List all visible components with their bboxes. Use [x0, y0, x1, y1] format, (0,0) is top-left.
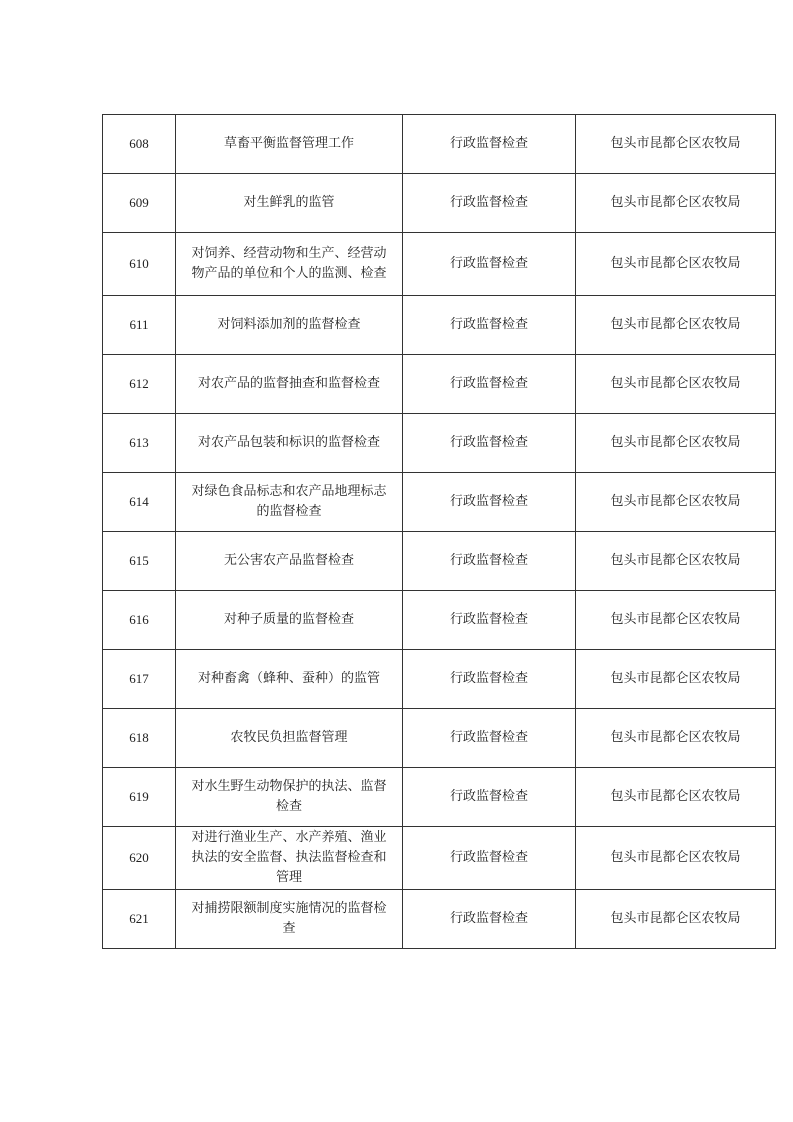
item-name-cell: 对种子质量的监督检查	[176, 591, 403, 650]
table-row	[103, 414, 776, 473]
item-name-cell: 对捕捞限额制度实施情况的监督检查	[176, 890, 403, 949]
department-cell: 包头市昆都仑区农牧局	[576, 827, 776, 890]
department-cell: 包头市昆都仑区农牧局	[576, 532, 776, 591]
table-row	[103, 115, 776, 174]
row-number-cell: 619	[103, 768, 176, 827]
row-number-cell: 611	[103, 296, 176, 355]
table-row	[103, 355, 776, 414]
row-number-cell: 615	[103, 532, 176, 591]
item-type-cell: 行政监督检查	[403, 296, 576, 355]
table-row	[103, 709, 776, 768]
table-row	[103, 827, 776, 890]
item-name-cell: 草畜平衡监督管理工作	[176, 115, 403, 174]
department-cell: 包头市昆都仑区农牧局	[576, 355, 776, 414]
table-row	[103, 174, 776, 233]
item-type-cell: 行政监督检查	[403, 827, 576, 890]
item-type-cell: 行政监督检查	[403, 473, 576, 532]
department-cell: 包头市昆都仑区农牧局	[576, 591, 776, 650]
item-type-cell: 行政监督检查	[403, 355, 576, 414]
table-row	[103, 296, 776, 355]
department-cell: 包头市昆都仑区农牧局	[576, 414, 776, 473]
item-name-cell: 对水生野生动物保护的执法、监督检查	[176, 768, 403, 827]
item-name-cell: 对绿色食品标志和农产品地理标志的监督检查	[176, 473, 403, 532]
supervision-items-table	[102, 114, 776, 949]
item-name-cell: 对农产品包装和标识的监督检查	[176, 414, 403, 473]
department-cell: 包头市昆都仑区农牧局	[576, 174, 776, 233]
item-name-cell: 对饲养、经营动物和生产、经营动物产品的单位和个人的监测、检查	[176, 233, 403, 296]
row-number-cell: 609	[103, 174, 176, 233]
row-number-cell: 618	[103, 709, 176, 768]
item-type-cell: 行政监督检查	[403, 650, 576, 709]
department-cell: 包头市昆都仑区农牧局	[576, 768, 776, 827]
row-number-cell: 616	[103, 591, 176, 650]
table-row	[103, 591, 776, 650]
table-row	[103, 768, 776, 827]
item-type-cell: 行政监督检查	[403, 174, 576, 233]
department-cell: 包头市昆都仑区农牧局	[576, 709, 776, 768]
item-name-cell: 无公害农产品监督检查	[176, 532, 403, 591]
item-type-cell: 行政监督检查	[403, 233, 576, 296]
item-type-cell: 行政监督检查	[403, 115, 576, 174]
item-name-cell: 农牧民负担监督管理	[176, 709, 403, 768]
table-row	[103, 473, 776, 532]
table-row	[103, 890, 776, 949]
department-cell: 包头市昆都仑区农牧局	[576, 890, 776, 949]
item-name-cell: 对农产品的监督抽查和监督检查	[176, 355, 403, 414]
row-number-cell: 614	[103, 473, 176, 532]
row-number-cell: 613	[103, 414, 176, 473]
row-number-cell: 617	[103, 650, 176, 709]
row-number-cell: 608	[103, 115, 176, 174]
department-cell: 包头市昆都仑区农牧局	[576, 233, 776, 296]
item-name-cell: 对种畜禽（蜂种、蚕种）的监管	[176, 650, 403, 709]
item-type-cell: 行政监督检查	[403, 890, 576, 949]
row-number-cell: 610	[103, 233, 176, 296]
department-cell: 包头市昆都仑区农牧局	[576, 115, 776, 174]
table-row	[103, 650, 776, 709]
row-number-cell: 612	[103, 355, 176, 414]
item-type-cell: 行政监督检查	[403, 768, 576, 827]
row-number-cell: 620	[103, 827, 176, 890]
item-name-cell: 对生鲜乳的监管	[176, 174, 403, 233]
table-body	[103, 115, 776, 949]
row-number-cell: 621	[103, 890, 176, 949]
department-cell: 包头市昆都仑区农牧局	[576, 650, 776, 709]
table-row	[103, 233, 776, 296]
item-type-cell: 行政监督检查	[403, 709, 576, 768]
item-type-cell: 行政监督检查	[403, 414, 576, 473]
item-name-cell: 对饲料添加剂的监督检查	[176, 296, 403, 355]
item-name-cell: 对进行渔业生产、水产养殖、渔业执法的安全监督、执法监督检查和管理	[176, 827, 403, 890]
department-cell: 包头市昆都仑区农牧局	[576, 473, 776, 532]
table-row	[103, 532, 776, 591]
department-cell: 包头市昆都仑区农牧局	[576, 296, 776, 355]
item-type-cell: 行政监督检查	[403, 532, 576, 591]
item-type-cell: 行政监督检查	[403, 591, 576, 650]
